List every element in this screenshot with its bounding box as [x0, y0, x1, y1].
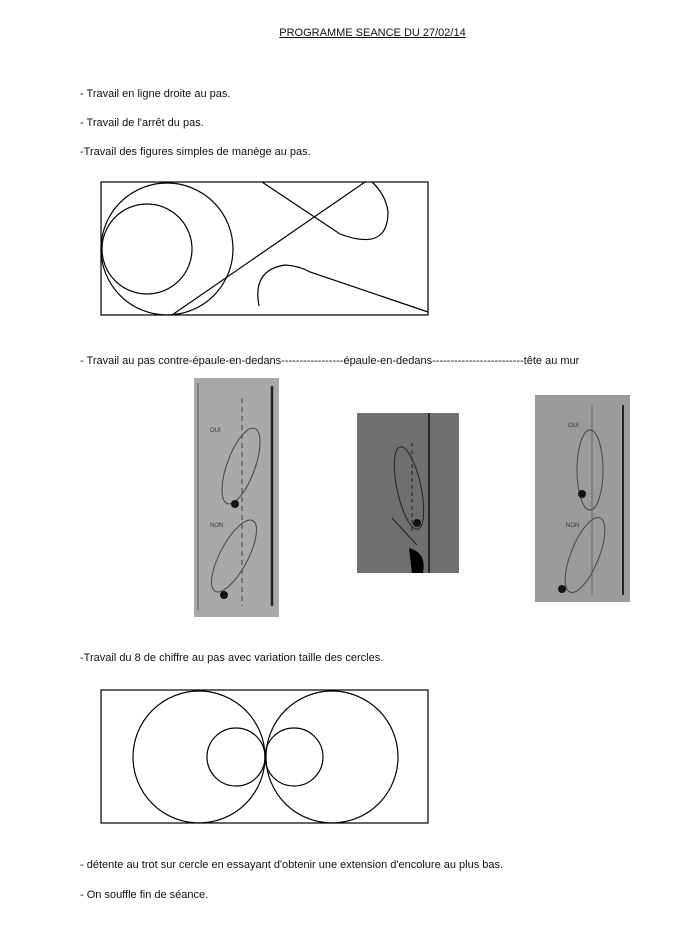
- item-cooldown: - On souffle fin de séance.: [80, 889, 209, 901]
- figures-diagram: [101, 182, 428, 315]
- photo-contre-epaule-en-dedans: [194, 378, 279, 617]
- item-straight-line: - Travail en ligne droite au pas.: [80, 88, 231, 100]
- label-oui-right: OUI: [568, 423, 579, 429]
- page-title: PROGRAMME SEANCE DU 27/02/14: [279, 27, 466, 39]
- label-oui: OUI: [210, 428, 221, 434]
- item-figure-eight: -Travail du 8 de chiffre au pas avec variation taille des cercles.: [80, 652, 384, 664]
- label-non-right: NON: [566, 523, 580, 529]
- photo-tete-au-mur: [535, 395, 630, 602]
- item-halt: - Travail de l'arrêt du pas.: [80, 117, 204, 129]
- photo-epaule-en-dedans: [357, 413, 459, 573]
- item-lateral-work: - Travail au pas contre-épaule-en-dedans-----------------épaule-en-dedans-------------------------tête au mur: [80, 355, 580, 367]
- item-figures: -Travail des figures simples de manège au pas.: [80, 146, 311, 158]
- item-trot: - détente au trot sur cercle en essayant d'obtenir une extension d'encolure au plus bas.: [80, 859, 504, 871]
- figure-eight-diagram: [101, 690, 428, 823]
- label-non: NON: [210, 523, 224, 529]
